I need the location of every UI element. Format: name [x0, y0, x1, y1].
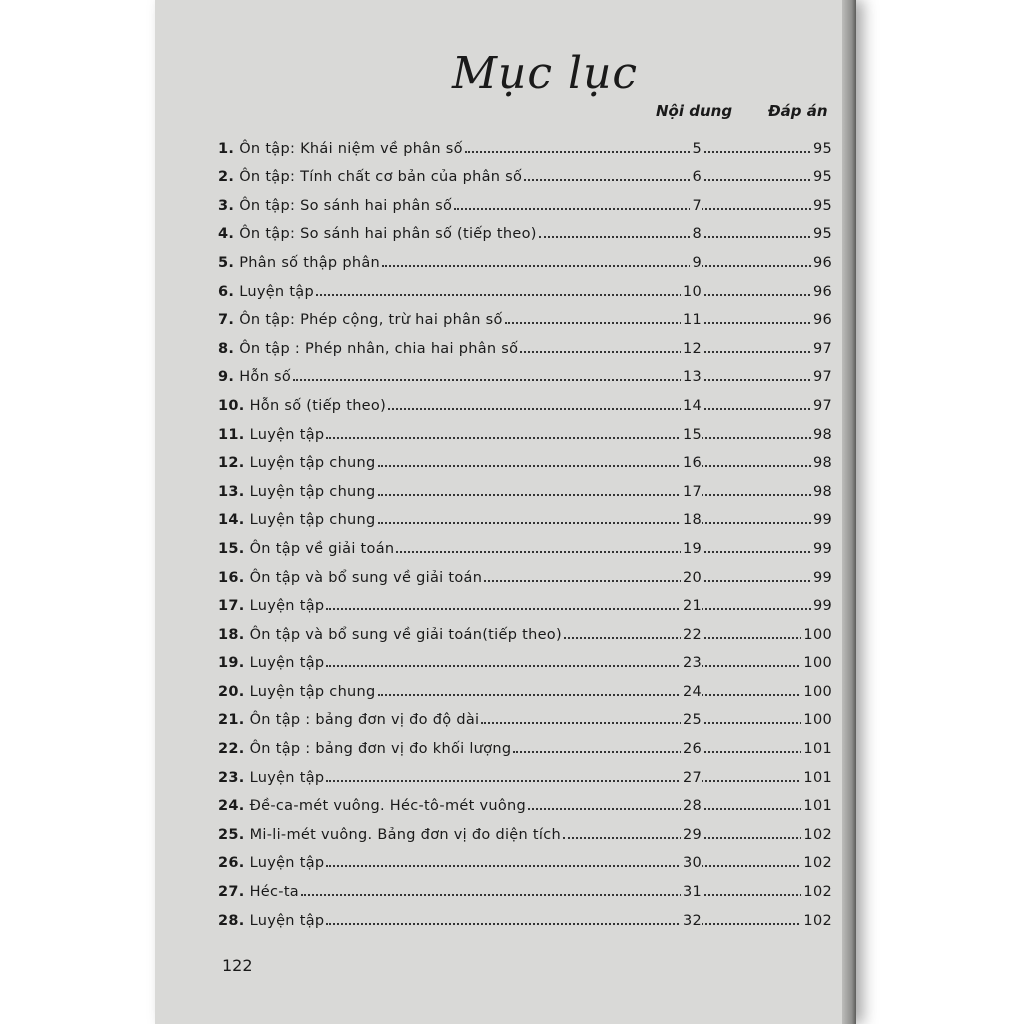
entry-answer-page: 99: [812, 569, 832, 586]
entry-title: Luyện tập: [249, 655, 325, 672]
entry-title: Luyện tập chung: [249, 512, 376, 529]
toc-entry: [218, 900, 832, 929]
entry-number: 18.: [218, 626, 245, 643]
entry-number: 20.: [218, 683, 245, 700]
entry-page: 31: [682, 884, 702, 901]
entry-page: 15: [682, 426, 702, 443]
entry-title: Luyện tập: [249, 769, 325, 786]
leader-dots: [316, 294, 830, 296]
entry-number: 22.: [218, 741, 245, 758]
entry-answer-page: 100: [803, 683, 832, 700]
entry-number: 15.: [218, 540, 245, 557]
entry-number: 1.: [218, 140, 235, 157]
page-edge: [842, 0, 856, 1024]
entry-number: 2.: [218, 169, 235, 186]
entry-number: 9.: [218, 369, 235, 386]
toc-entry: [218, 357, 832, 386]
entry-answer-page: 95: [812, 226, 832, 243]
entry-page: 7: [692, 197, 702, 214]
toc-entry: [218, 671, 832, 700]
leader-dots: [484, 580, 830, 582]
entry-answer-page: 98: [812, 426, 832, 443]
entry-title: Luyện tập chung: [249, 683, 376, 700]
toc-entry: [218, 471, 832, 500]
leader-dots: [326, 437, 830, 439]
entry-answer-page: 99: [812, 540, 832, 557]
answer-column-header: Đáp án: [768, 102, 828, 120]
leader-dots: [481, 722, 830, 724]
entry-page: 19: [682, 540, 702, 557]
entry-number: 28.: [218, 912, 245, 929]
entry-title: Ôn tập: Phép cộng, trừ hai phân số: [239, 312, 503, 329]
entry-page: 26: [682, 741, 702, 758]
entry-page: 23: [682, 655, 702, 672]
toc-entry: [218, 786, 832, 815]
entry-answer-page: 96: [812, 312, 832, 329]
entry-title: Phân số thập phân: [239, 254, 380, 271]
entry-number: 7.: [218, 312, 235, 329]
entry-title: Ôn tập: So sánh hai phân số: [239, 197, 453, 214]
entry-number: 10.: [218, 397, 245, 414]
entry-page: 20: [682, 569, 702, 586]
leader-dots: [326, 780, 830, 782]
entry-answer-page: 97: [812, 397, 832, 414]
page-title: Mục lục: [452, 48, 639, 99]
toc-entry: [218, 185, 832, 214]
toc-entry: [218, 614, 832, 643]
leader-dots: [513, 751, 830, 753]
toc-entry: [218, 586, 832, 615]
leader-dots: [382, 265, 830, 267]
leader-dots: [326, 665, 830, 667]
leader-dots: [378, 694, 830, 696]
entry-page: 24: [682, 683, 702, 700]
entry-page: 9: [692, 254, 702, 271]
entry-number: 8.: [218, 340, 235, 357]
entry-answer-page: 100: [803, 626, 832, 643]
entry-number: 25.: [218, 826, 245, 843]
entry-page: 16: [682, 455, 702, 472]
leader-dots: [378, 522, 830, 524]
entry-number: 6.: [218, 283, 235, 300]
entry-number: 21.: [218, 712, 245, 729]
leader-dots: [520, 351, 830, 353]
entry-page: 12: [682, 340, 702, 357]
entry-answer-page: 98: [812, 455, 832, 472]
entry-number: 12.: [218, 455, 245, 472]
entry-answer-page: 101: [803, 798, 832, 815]
leader-dots: [326, 608, 830, 610]
entry-answer-page: 100: [803, 712, 832, 729]
entry-page: 13: [682, 369, 702, 386]
entry-number: 14.: [218, 512, 245, 529]
entry-page: 10: [682, 283, 702, 300]
entry-answer-page: 96: [812, 283, 832, 300]
leader-dots: [378, 465, 830, 467]
content-column-header: Nội dung: [656, 102, 733, 120]
leader-dots: [388, 408, 830, 410]
entry-title: Ôn tập : bảng đơn vị đo độ dài: [249, 712, 480, 729]
page-number: 122: [222, 956, 253, 975]
entry-number: 27.: [218, 884, 245, 901]
entry-page: 21: [682, 598, 702, 615]
entry-number: 17.: [218, 598, 245, 615]
leader-dots: [505, 322, 830, 324]
entry-page: 27: [682, 769, 702, 786]
entry-page: 18: [682, 512, 702, 529]
entry-page: 30: [682, 855, 702, 872]
toc-entry: [218, 214, 832, 243]
entry-page: 14: [682, 397, 702, 414]
entry-page: 22: [682, 626, 702, 643]
entry-number: 11.: [218, 426, 245, 443]
entry-answer-page: 97: [812, 340, 832, 357]
leader-dots: [293, 379, 830, 381]
entry-number: 23.: [218, 769, 245, 786]
leader-dots: [396, 551, 830, 553]
toc-entry: [218, 757, 832, 786]
leader-dots: [454, 208, 830, 210]
entry-number: 24.: [218, 798, 245, 815]
toc-entry: [218, 500, 832, 529]
entry-number: 5.: [218, 254, 235, 271]
entry-number: 3.: [218, 197, 235, 214]
entry-answer-page: 96: [812, 254, 832, 271]
entry-answer-page: 101: [803, 769, 832, 786]
entry-page: 17: [682, 483, 702, 500]
leader-dots: [326, 865, 830, 867]
entry-title: Hỗn số (tiếp theo): [249, 397, 387, 414]
entry-page: 25: [682, 712, 702, 729]
entry-number: 4.: [218, 226, 235, 243]
leader-dots: [465, 151, 830, 153]
entry-answer-page: 101: [803, 741, 832, 758]
entry-answer-page: 98: [812, 483, 832, 500]
toc-entry: [218, 443, 832, 472]
entry-title: Ôn tập : Phép nhân, chia hai phân số: [239, 340, 519, 357]
entry-number: 13.: [218, 483, 245, 500]
toc-entry: [218, 528, 832, 557]
toc-entry: [218, 385, 832, 414]
entry-title: Luyện tập: [249, 598, 325, 615]
toc-entry: [218, 643, 832, 672]
entry-page: 29: [682, 826, 702, 843]
toc-entry: [218, 843, 832, 872]
toc-entry: [218, 157, 832, 186]
entry-page: 11: [682, 312, 702, 329]
entry-title: Ôn tập: So sánh hai phân số (tiếp theo): [239, 226, 537, 243]
entry-answer-page: 100: [803, 655, 832, 672]
toc-entry: [218, 242, 832, 271]
entry-title: Mi-li-mét vuông. Bảng đơn vị đo diện tích: [249, 826, 561, 843]
entry-page: 5: [692, 140, 702, 157]
entry-title: Luyện tập chung: [249, 455, 376, 472]
entry-answer-page: 95: [812, 197, 832, 214]
entry-title: Ôn tập: Tính chất cơ bản của phân số: [239, 169, 523, 186]
entry-title: Héc-ta: [249, 884, 299, 901]
toc-entry: [218, 328, 832, 357]
entry-page: 8: [692, 226, 702, 243]
entry-answer-page: 102: [803, 884, 832, 901]
entry-title: Đề-ca-mét vuông. Héc-tô-mét vuông: [249, 798, 527, 815]
toc-entry: [218, 300, 832, 329]
entry-answer-page: 95: [812, 169, 832, 186]
toc-entry: [218, 728, 832, 757]
entry-answer-page: 97: [812, 369, 832, 386]
entry-number: 26.: [218, 855, 245, 872]
entry-title: Ôn tập : bảng đơn vị đo khối lượng: [249, 741, 512, 758]
entry-title: Luyện tập: [249, 426, 325, 443]
entry-number: 16.: [218, 569, 245, 586]
entry-page: 6: [692, 169, 702, 186]
toc-entry: [218, 871, 832, 900]
toc-entry: [218, 128, 832, 157]
entry-answer-page: 102: [803, 912, 832, 929]
entry-answer-page: 99: [812, 598, 832, 615]
entry-title: Luyện tập: [249, 912, 325, 929]
entry-page: 32: [682, 912, 702, 929]
table-of-contents: [218, 128, 832, 929]
leader-dots: [528, 808, 830, 810]
entry-title: Ôn tập: Khái niệm về phân số: [239, 140, 463, 157]
leader-dots: [301, 894, 830, 896]
toc-entry: [218, 271, 832, 300]
toc-entry: [218, 814, 832, 843]
entry-answer-page: 95: [812, 140, 832, 157]
entry-number: 19.: [218, 655, 245, 672]
entry-answer-page: 99: [812, 512, 832, 529]
entry-title: Hỗn số: [239, 369, 292, 386]
entry-answer-page: 102: [803, 855, 832, 872]
toc-entry: [218, 700, 832, 729]
toc-entry: [218, 557, 832, 586]
leader-dots: [524, 179, 830, 181]
leader-dots: [326, 923, 830, 925]
entry-title: Ôn tập và bổ sung về giải toán(tiếp theo): [249, 626, 562, 643]
toc-entry: [218, 414, 832, 443]
entry-title: Luyện tập chung: [249, 483, 376, 500]
entry-title: Ôn tập và bổ sung về giải toán: [249, 569, 483, 586]
entry-page: 28: [682, 798, 702, 815]
entry-title: Luyện tập: [239, 283, 314, 300]
entry-title: Luyện tập: [249, 855, 325, 872]
entry-answer-page: 102: [803, 826, 832, 843]
leader-dots: [378, 494, 830, 496]
entry-title: Ôn tập về giải toán: [249, 540, 395, 557]
leader-dots: [539, 236, 830, 238]
